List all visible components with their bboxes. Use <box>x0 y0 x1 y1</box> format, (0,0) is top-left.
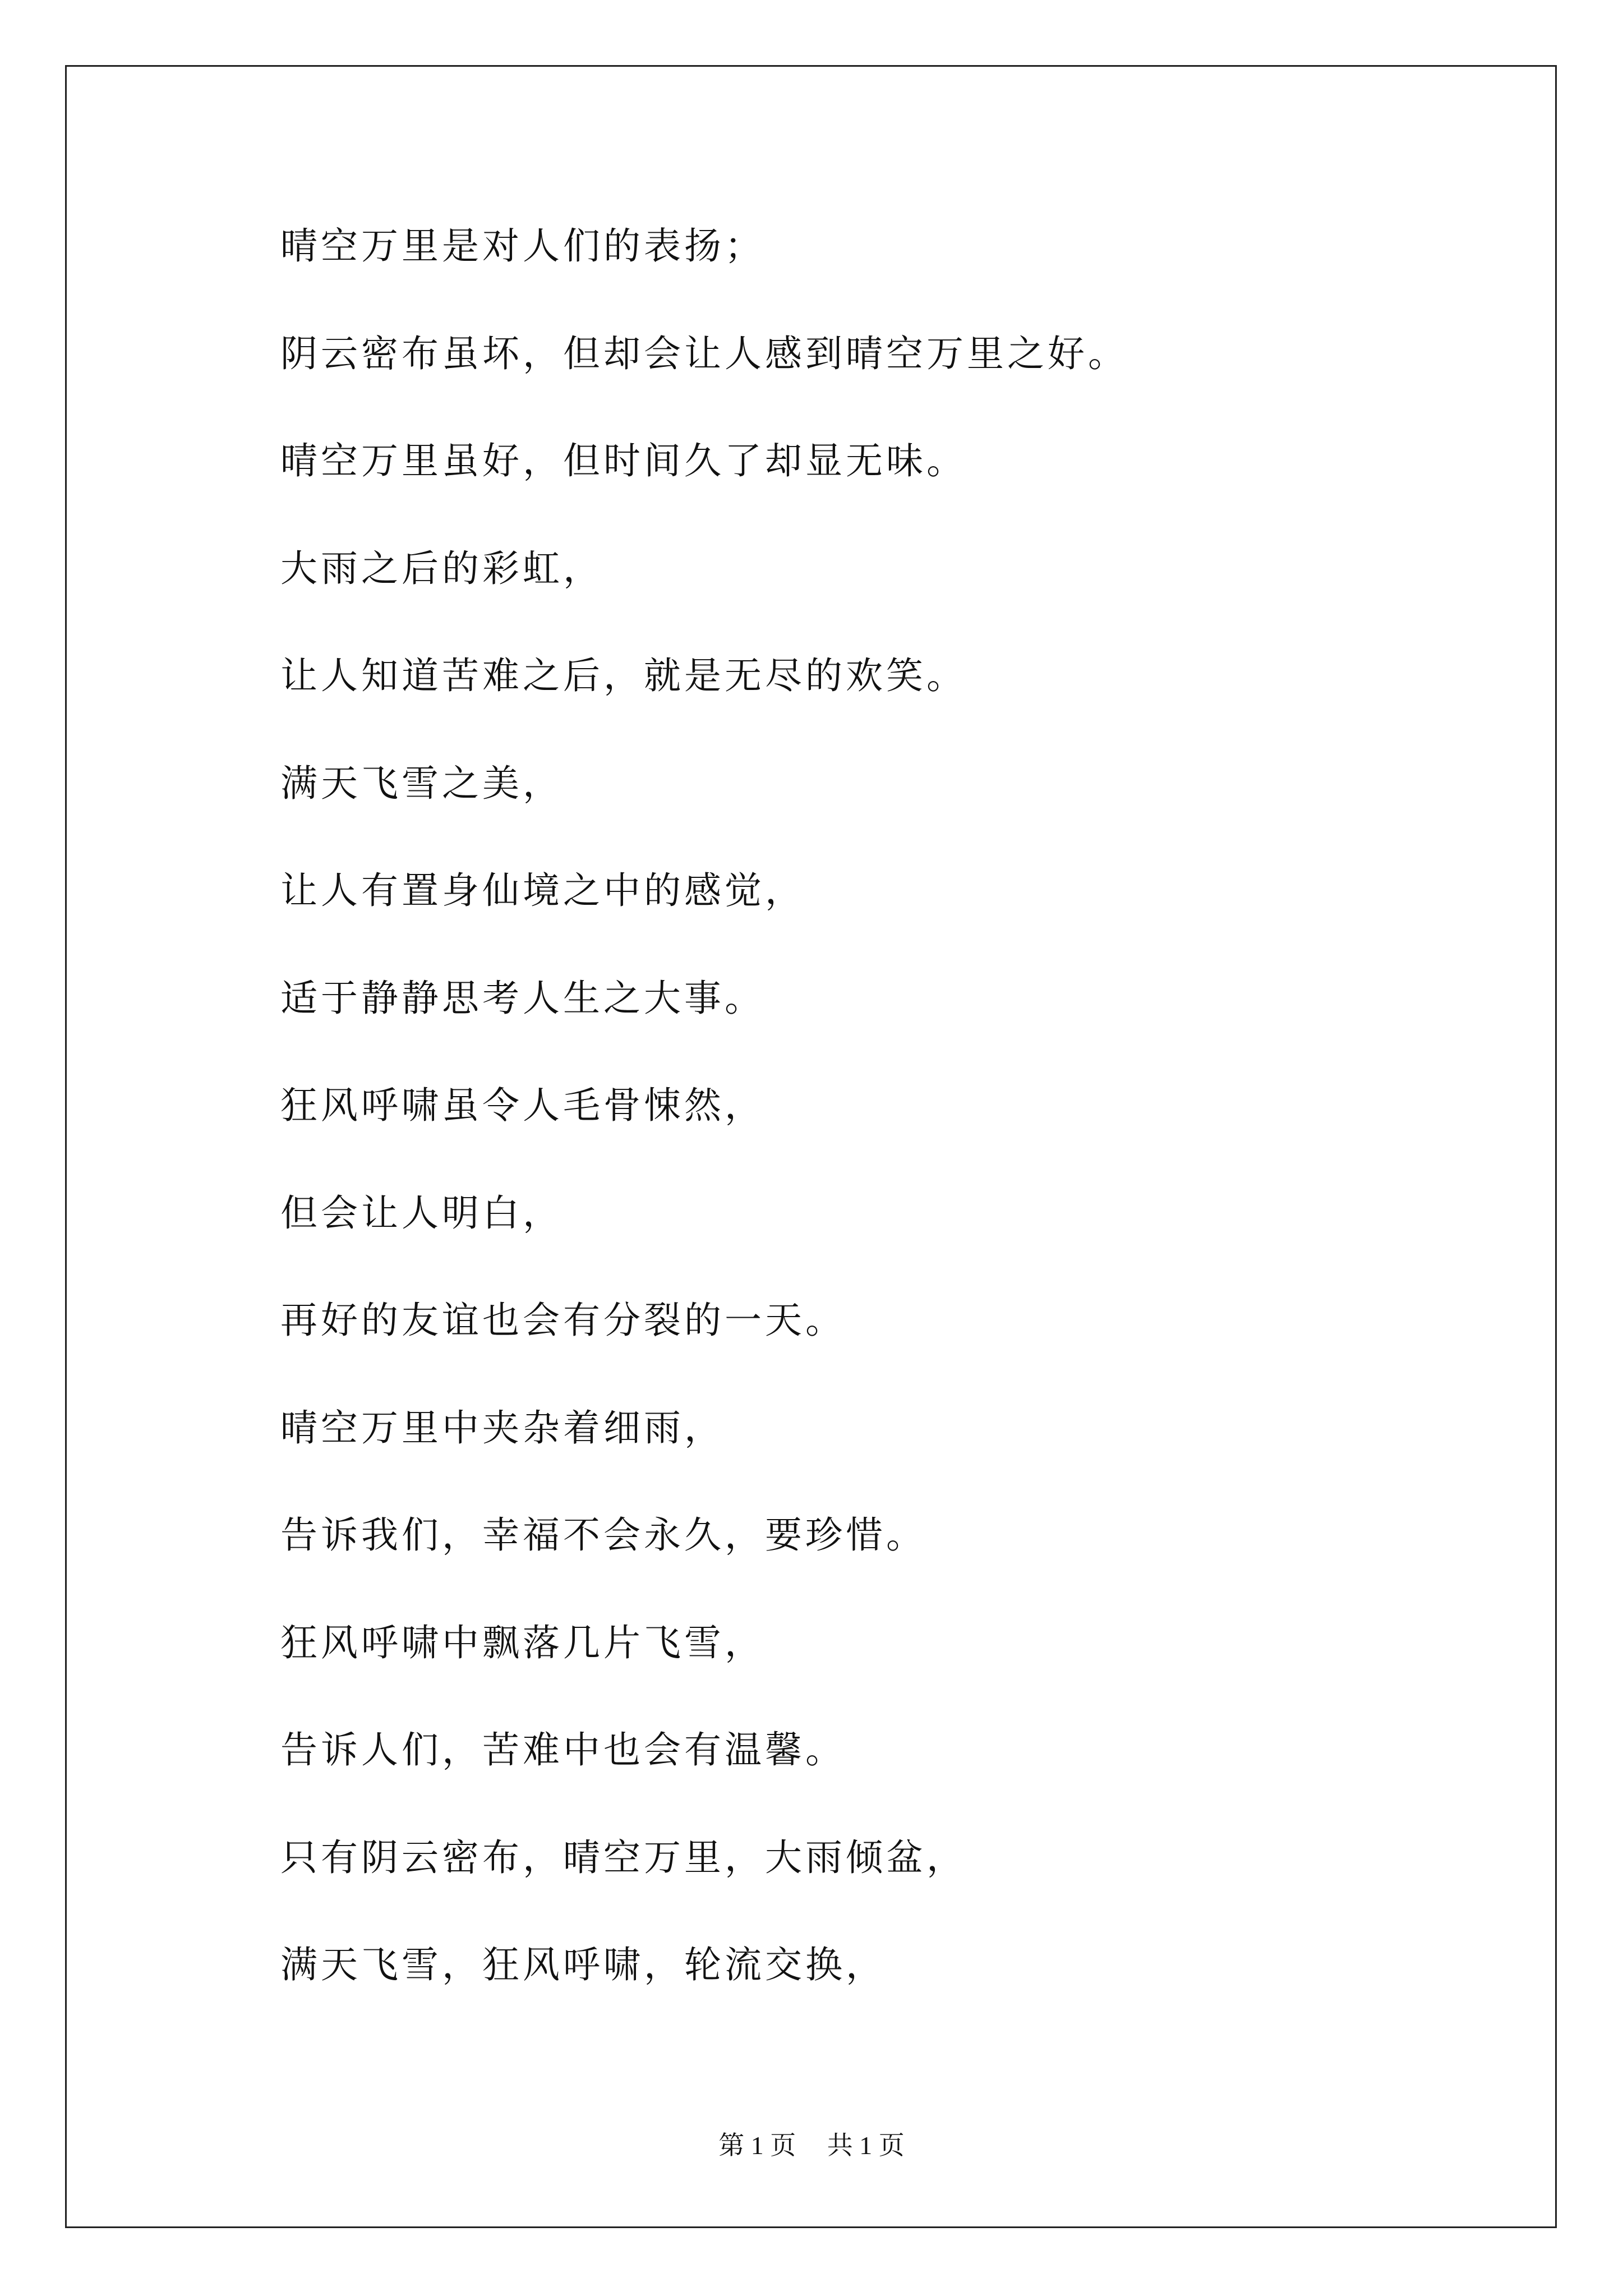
text-line: 告诉人们，苦难中也会有温馨。 <box>280 1728 846 1772</box>
page-footer <box>0 2125 1623 2162</box>
text-line: 狂风呼啸中飘落几片飞雪， <box>280 1621 765 1664</box>
text-line: 适于静静思考人生之大事。 <box>280 976 765 1020</box>
text-line: 让人知道苦难之后，就是无尽的欢笑。 <box>280 654 967 697</box>
text-line: 阴云密布虽坏，但却会让人感到晴空万里之好。 <box>280 332 1128 375</box>
text-line: 但会让人明白， <box>280 1191 563 1235</box>
text-line: 大雨之后的彩虹， <box>280 546 603 590</box>
text-line: 晴空万里中夹杂着细雨， <box>280 1406 725 1450</box>
text-line: 狂风呼啸虽令人毛骨悚然， <box>280 1084 765 1127</box>
text-line: 晴空万里虽好，但时间久了却显无味。 <box>280 439 967 482</box>
text-line: 满天飞雪，狂风呼啸，轮流交换， <box>280 1943 886 1986</box>
page-number-total: 共 1 页 <box>827 2131 905 2160</box>
text-line: 晴空万里是对人们的表扬； <box>280 224 765 268</box>
document-body <box>280 220 1514 2047</box>
text-line: 让人有置身仙境之中的感觉， <box>280 869 805 912</box>
page-number-current: 第 1 页 <box>718 2131 796 2160</box>
text-line: 再好的友谊也会有分裂的一天。 <box>280 1299 846 1342</box>
text-line: 满天飞雪之美， <box>280 761 563 805</box>
text-line: 告诉我们，幸福不会永久，要珍惜。 <box>280 1513 926 1557</box>
text-line: 只有阴云密布，晴空万里，大雨倾盆， <box>280 1835 967 1879</box>
